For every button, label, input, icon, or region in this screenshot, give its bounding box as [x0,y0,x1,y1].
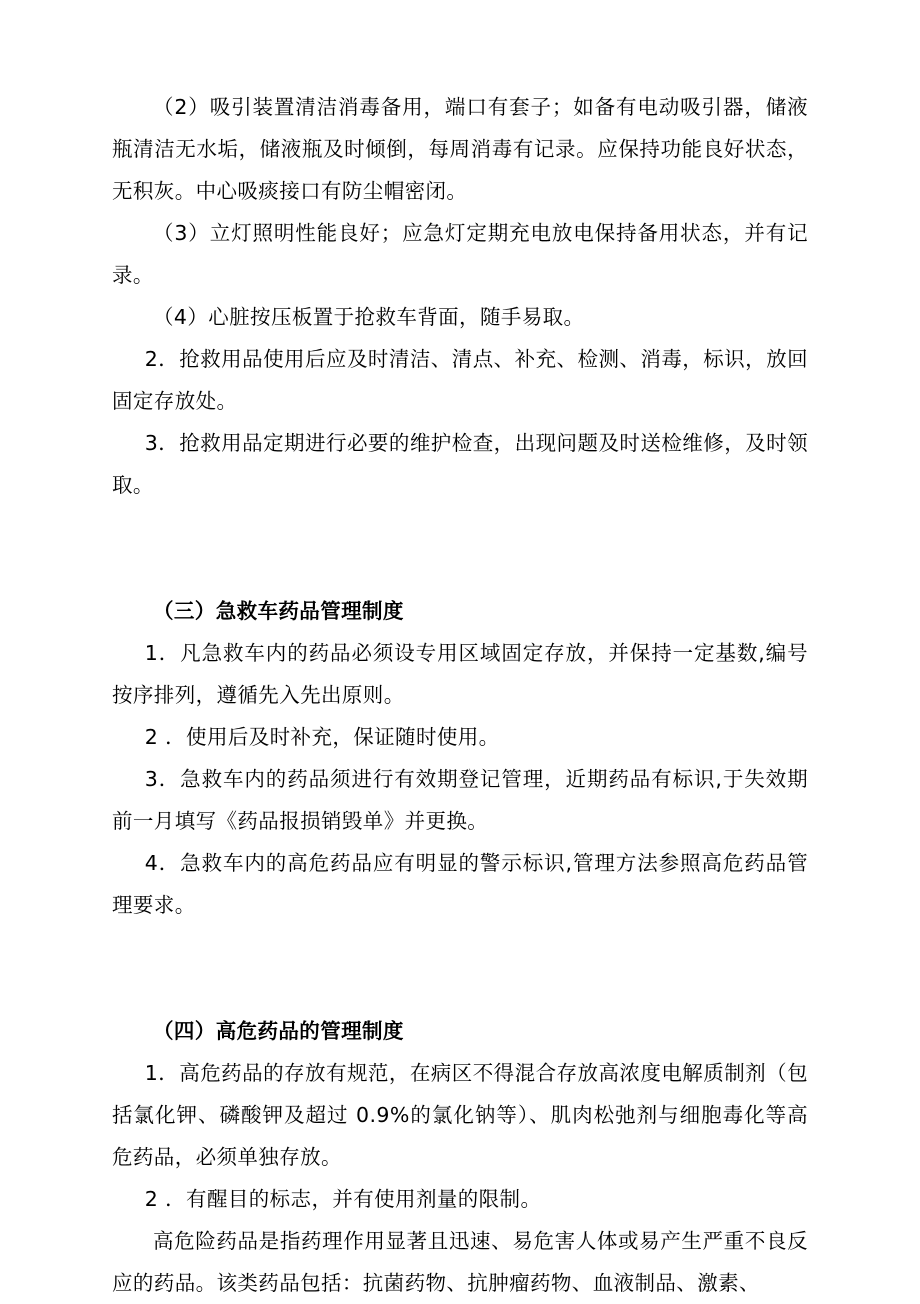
document-body [112,86,808,1304]
section-spacer-one [112,506,808,590]
heading-section-three: （三）急救车药品管理制度 [153,599,404,623]
paragraph-rescue-supplies-maintenance: 3．抢救用品定期进行必要的维护检查，出现问题及时送检维修，及时领取。 [112,431,808,497]
paragraph-rescue-supplies-cleaning: 2．抢救用品使用后应及时清洁、清点、补充、检测、消毒，标识，放回固定存放处。 [112,347,808,413]
section-spacer-two [112,926,808,1010]
paragraph-suction-device: （2）吸引装置清洁消毒备用，端口有套子；如备有电动吸引器，储液瓶清洁无水垢，储液瓶及时倾倒，每周消毒有记录。应保持功能良好状态，无积灰。中心吸痰接口有防尘帽密闭。 [112,95,808,203]
paragraph-high-risk-storage-norms: 1．高危药品的存放有规范，在病区不得混合存放高浓度电解质制剂（包括氯化钾、磷酸钾及超过 0.9%的氯化钠等）、肌肉松弛剂与细胞毒化等高危药品，必须单独存放。 [112,1061,808,1169]
paragraph-lamp-lighting: （3）立灯照明性能良好；应急灯定期充电放电保持备用状态，并有记录。 [112,221,808,287]
paragraph-drug-expiry-registration: 3．急救车内的药品须进行有效期登记管理，近期药品有标识,于失效期前一月填写《药品报损销毁单》并更换。 [112,767,808,833]
paragraph-high-risk-definition: 高危险药品是指药理作用显著且迅速、易危害人体或易产生严重不良反应的药品。该类药品包括：抗菌药物、抗肿瘤药物、血液制品、激素、 [112,1229,808,1295]
paragraph-cpr-board: （4）心脏按压板置于抢救车背面，随手易取。 [153,305,585,329]
paragraph-drug-storage-area: 1．凡急救车内的药品必须设专用区域固定存放，并保持一定基数,编号按序排列，遵循先入先出原则。 [112,641,808,707]
paragraph-drug-replenish: 2 ．使用后及时补充，保证随时使用。 [144,725,500,749]
paragraph-high-risk-marking: 2 ．有醒目的标志，并有使用剂量的限制。 [144,1187,542,1211]
paragraph-high-risk-warning-label: 4．急救车内的高危药品应有明显的警示标识,管理方法参照高危药品管理要求。 [112,851,808,917]
heading-section-four: （四）高危药品的管理制度 [153,1019,404,1043]
